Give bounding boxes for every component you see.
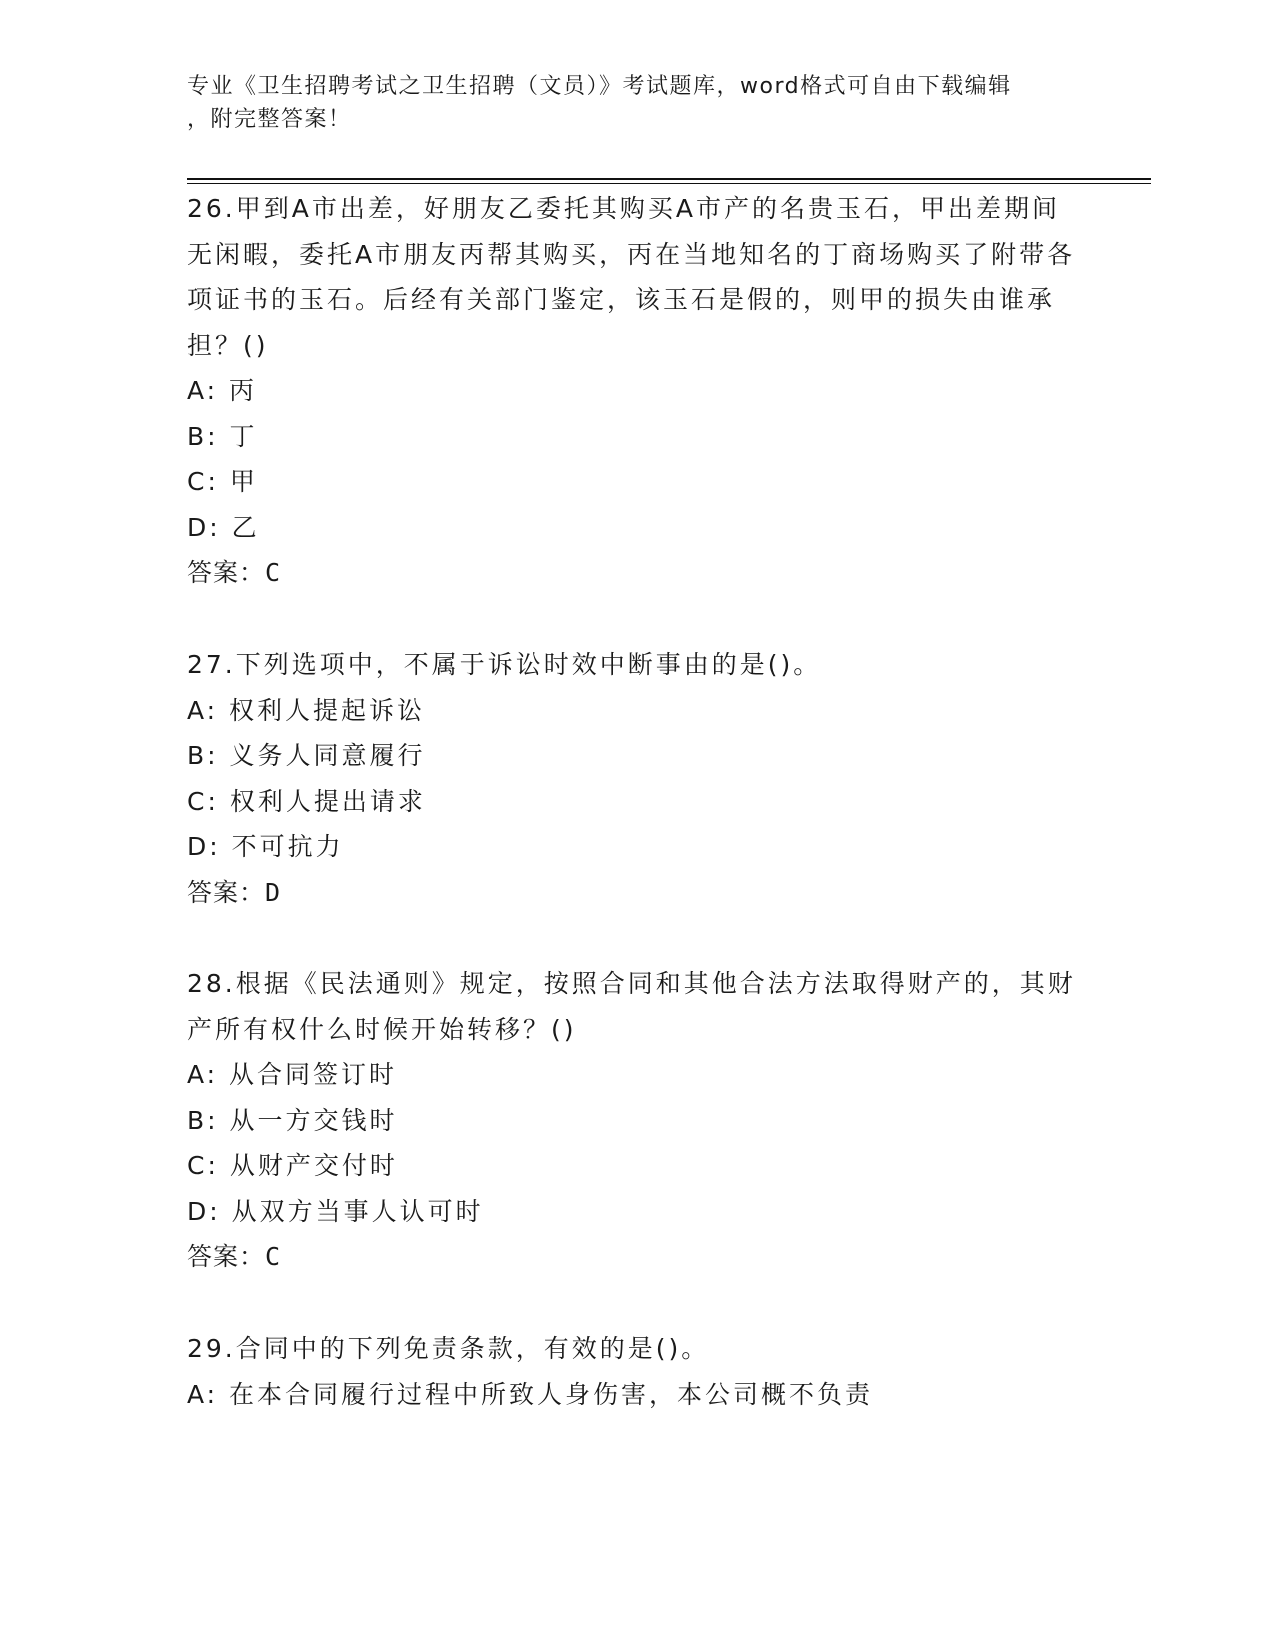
answer: 答案：C <box>187 558 282 587</box>
option-b: B: 从一方交钱时 <box>187 1105 398 1135</box>
question-26 <box>187 186 1087 596</box>
question-stem: 27.下列选项中，不属于诉讼时效中断事由的是()。 <box>187 650 822 679</box>
option-b: B: 丁 <box>187 421 258 451</box>
answer: 答案：C <box>187 1242 282 1271</box>
option-c: C: 从财产交付时 <box>187 1151 398 1180</box>
option-a: A: 从合同签订时 <box>187 1060 398 1089</box>
option-a: A: 丙 <box>187 376 258 405</box>
question-29 <box>187 1326 1087 1417</box>
option-c: C: 甲 <box>187 467 258 496</box>
answer: 答案：D <box>187 877 282 907</box>
header-divider-thick <box>187 178 1151 180</box>
option-d: D: 从双方当事人认可时 <box>187 1196 484 1226</box>
question-28 <box>187 961 1087 1280</box>
option-d: D: 乙 <box>187 512 260 542</box>
option-a: A: 权利人提起诉讼 <box>187 695 426 725</box>
question-stem: 29.合同中的下列免责条款，有效的是()。 <box>187 1334 710 1363</box>
document-header <box>187 70 1087 136</box>
header-divider-thin <box>187 183 1151 184</box>
option-c: C: 权利人提出请求 <box>187 786 426 816</box>
option-a: A: 在本合同履行过程中所致人身伤害，本公司概不负责 <box>187 1379 874 1409</box>
question-27 <box>187 642 1087 915</box>
question-stem: 28.根据《民法通则》规定，按照合同和其他合法方法取得财产的，其财产所有权什么时候开始转移？() <box>187 969 1076 1044</box>
question-stem: 26.甲到A市出差，好朋友乙委托其购买A市产的名贵玉石，甲出差期间无闲暇，委托A市朋友丙帮其购买，丙在当地知名的丁商场购买了附带各项证书的玉石。后经有关部门鉴定，该玉石是假的，则甲的损失由谁承担？() <box>187 194 1076 360</box>
option-b: B: 义务人同意履行 <box>187 741 426 770</box>
option-d: D: 不可抗力 <box>187 832 344 861</box>
header-line-2: ，附完整答案！ <box>187 107 352 132</box>
header-line-1: 专业《卫生招聘考试之卫生招聘（文员）》考试题库，word格式可自由下载编辑 <box>187 74 1012 99</box>
